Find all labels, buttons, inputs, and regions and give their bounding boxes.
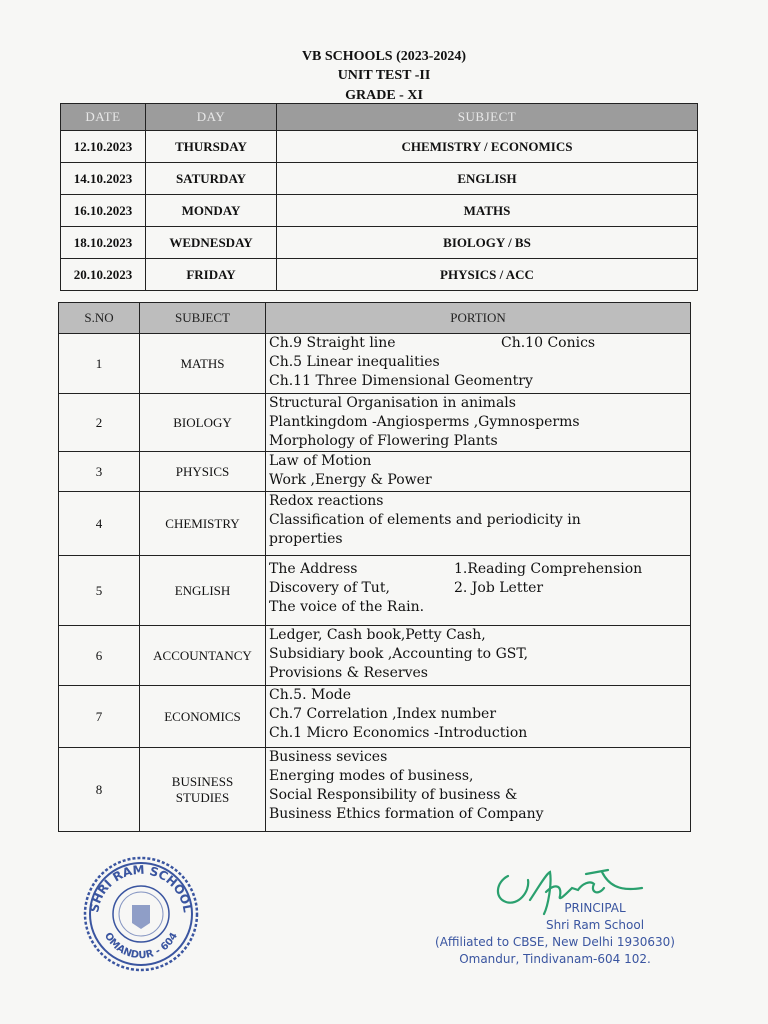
exam-day: FRIDAY bbox=[146, 259, 277, 291]
portion-line: Morphology of Flowering Plants bbox=[269, 433, 498, 449]
grade-title: GRADE - XI bbox=[345, 88, 423, 103]
portion-row bbox=[59, 686, 691, 748]
portion-line bbox=[269, 334, 690, 353]
portion-line-left: Ch.9 Straight line bbox=[269, 335, 396, 351]
subject-name-line: BUSINESS bbox=[171, 773, 234, 789]
portion-line: Work ,Energy & Power bbox=[269, 472, 432, 488]
portion-cell bbox=[266, 394, 691, 452]
portion-header-row bbox=[59, 303, 691, 334]
day-column-header: DAY bbox=[146, 104, 277, 131]
schedule-row bbox=[61, 259, 698, 291]
portion-line: Ch.5 Linear inequalities bbox=[269, 354, 440, 370]
portion-cell bbox=[266, 492, 691, 556]
portion-line: Structural Organisation in animals bbox=[269, 395, 516, 411]
schedule-row bbox=[61, 195, 698, 227]
principal-stamp bbox=[420, 900, 690, 968]
exam-subject: ENGLISH bbox=[277, 163, 698, 195]
exam-day: MONDAY bbox=[146, 195, 277, 227]
portion-line bbox=[269, 579, 690, 598]
portion-line: Ch.1 Micro Economics -Introduction bbox=[269, 725, 528, 741]
schedule-row bbox=[61, 163, 698, 195]
portion-cell bbox=[266, 686, 691, 748]
subject-name: ECONOMICS bbox=[140, 686, 266, 748]
portion-line: properties bbox=[269, 531, 343, 547]
portion-column-header: PORTION bbox=[266, 303, 691, 334]
exam-subject: BIOLOGY / BS bbox=[277, 227, 698, 259]
exam-date: 18.10.2023 bbox=[61, 227, 146, 259]
portion-cell bbox=[266, 334, 691, 394]
serial-number: 8 bbox=[59, 748, 140, 832]
subject-name: ENGLISH bbox=[140, 556, 266, 626]
portion-line: Subsidiary book ,Accounting to GST, bbox=[269, 646, 529, 662]
portion-row bbox=[59, 452, 691, 492]
exam-date: 16.10.2023 bbox=[61, 195, 146, 227]
portion-line: Energing modes of business, bbox=[269, 768, 474, 784]
portion-line: Ch.11 Three Dimensional Geomentry bbox=[269, 373, 533, 389]
portion-row bbox=[59, 748, 691, 832]
portion-line: Ch.5. Mode bbox=[269, 687, 351, 703]
portion-row bbox=[59, 556, 691, 626]
school-address: Omandur, Tindivanam-604 102. bbox=[459, 952, 651, 966]
portion-line-left: The Address bbox=[269, 561, 358, 577]
portion-line: Business Ethics formation of Company bbox=[269, 806, 544, 822]
exam-day: THURSDAY bbox=[146, 131, 277, 163]
exam-date: 20.10.2023 bbox=[61, 259, 146, 291]
subject-name bbox=[140, 748, 266, 832]
exam-day: WEDNESDAY bbox=[146, 227, 277, 259]
sno-column-header: S.NO bbox=[59, 303, 140, 334]
exam-subject: CHEMISTRY / ECONOMICS bbox=[277, 131, 698, 163]
portion-line-right: Ch.10 Conics bbox=[501, 335, 596, 351]
subject-column-header: SUBJECT bbox=[140, 303, 266, 334]
serial-number: 7 bbox=[59, 686, 140, 748]
portion-line-right: 1.Reading Comprehension bbox=[454, 561, 643, 577]
subject-name: PHYSICS bbox=[140, 452, 266, 492]
subject-name: BIOLOGY bbox=[140, 394, 266, 452]
school-name: Shri Ram School bbox=[545, 918, 645, 932]
portion-row bbox=[59, 394, 691, 452]
portion-table bbox=[58, 302, 691, 832]
serial-number: 5 bbox=[59, 556, 140, 626]
serial-number: 1 bbox=[59, 334, 140, 394]
portion-line: Social Responsibility of business & bbox=[269, 787, 518, 803]
subject-name: CHEMISTRY bbox=[140, 492, 266, 556]
portion-row bbox=[59, 334, 691, 394]
portion-line-right: 2. Job Letter bbox=[454, 580, 544, 596]
schedule-row bbox=[61, 227, 698, 259]
exam-day: SATURDAY bbox=[146, 163, 277, 195]
seal-top-text: SHRI RAM SCHOOL bbox=[87, 862, 195, 914]
subject-name: MATHS bbox=[140, 334, 266, 394]
portion-cell bbox=[266, 452, 691, 492]
subject-column-header: SUBJECT bbox=[277, 104, 698, 131]
principal-title: PRINCIPAL bbox=[564, 901, 626, 915]
exam-date: 14.10.2023 bbox=[61, 163, 146, 195]
seal-bottom-text: OMANDUR - 604 bbox=[101, 930, 181, 962]
portion-row bbox=[59, 626, 691, 686]
affiliation-text: (Affiliated to CBSE, New Delhi 1930630) bbox=[435, 935, 675, 949]
portion-line: Ch.7 Correlation ,Index number bbox=[269, 706, 497, 722]
schedule-header-row bbox=[61, 104, 698, 131]
portion-row bbox=[59, 492, 691, 556]
portion-line: Ledger, Cash book,Petty Cash, bbox=[269, 627, 486, 643]
schedule-row bbox=[61, 131, 698, 163]
exam-date: 12.10.2023 bbox=[61, 131, 146, 163]
date-column-header: DATE bbox=[61, 104, 146, 131]
portion-cell bbox=[266, 748, 691, 832]
exam-schedule-table bbox=[60, 103, 698, 291]
portion-line: Redox reactions bbox=[269, 493, 384, 509]
school-seal-stamp bbox=[80, 855, 202, 973]
subject-name-line: STUDIES bbox=[175, 789, 230, 805]
portion-line: Classification of elements and periodicity in bbox=[269, 512, 581, 528]
serial-number: 2 bbox=[59, 394, 140, 452]
serial-number: 4 bbox=[59, 492, 140, 556]
portion-line bbox=[269, 560, 690, 579]
portion-line: Business sevices bbox=[269, 749, 388, 765]
exam-subject: PHYSICS / ACC bbox=[277, 259, 698, 291]
portion-cell bbox=[266, 626, 691, 686]
exam-subject: MATHS bbox=[277, 195, 698, 227]
portion-line: Law of Motion bbox=[269, 453, 372, 469]
serial-number: 3 bbox=[59, 452, 140, 492]
school-title: VB SCHOOLS (2023-2024) bbox=[301, 49, 467, 64]
serial-number: 6 bbox=[59, 626, 140, 686]
test-title: UNIT TEST -II bbox=[337, 68, 431, 83]
portion-line: Provisions & Reserves bbox=[269, 665, 428, 681]
portion-line-left: Discovery of Tut, bbox=[269, 580, 390, 596]
portion-line: Plantkingdom -Angiosperms ,Gymnosperms bbox=[269, 414, 580, 430]
subject-name: ACCOUNTANCY bbox=[140, 626, 266, 686]
portion-line: The voice of the Rain. bbox=[269, 599, 425, 615]
portion-cell bbox=[266, 556, 691, 626]
